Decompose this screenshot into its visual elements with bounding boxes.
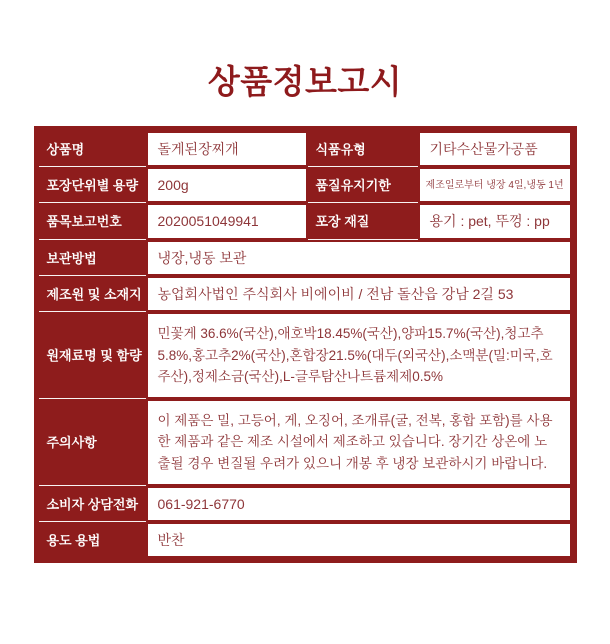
product-info-table (34, 126, 577, 563)
table-row-storage (39, 240, 572, 276)
report-number-label: 품목보고번호 (39, 203, 146, 239)
table-row-ingredients (39, 312, 572, 399)
table-row-usage (39, 522, 572, 558)
package-volume-value: 200g (146, 167, 308, 203)
manufacturer-label: 제조원 및 소재지 (39, 276, 146, 312)
food-type-value: 기타수산물가공품 (418, 131, 572, 167)
table-row-product-name (39, 131, 572, 167)
table-row-customer-service (39, 486, 572, 522)
table-row-caution (39, 399, 572, 486)
shelf-life-value: 제조일로부터 냉장 4일,냉동 1년 (418, 167, 572, 203)
customer-service-value: 061-921-6770 (146, 486, 572, 522)
storage-method-value: 냉장,냉동 보관 (146, 240, 572, 276)
customer-service-label: 소비자 상담전화 (39, 486, 146, 522)
report-number-value: 2020051049941 (146, 203, 308, 239)
storage-method-label: 보관방법 (39, 240, 146, 276)
ingredients-value: 민꽃게 36.6%(국산),애호박18.45%(국산),양파15.7%(국산),청고추5.8%,홍고추2%(국산),혼합장21.5%(대두(외국산),소맥분(밀:미국,호주산),정제소금(국산),L-글루탐산나트륨제제0.5% (146, 312, 572, 399)
shelf-life-label: 품질유지기한 (308, 167, 418, 203)
table-row-manufacturer (39, 276, 572, 312)
food-type-label: 식품유형 (308, 131, 418, 167)
usage-value: 반찬 (146, 522, 572, 558)
page-title: 상품정보고시 (207, 63, 403, 100)
table-row-report-number (39, 203, 572, 239)
table-row-package-volume (39, 167, 572, 203)
product-name-label: 상품명 (39, 131, 146, 167)
product-name-value: 돌게된장찌개 (146, 131, 308, 167)
package-volume-label: 포장단위별 용량 (39, 167, 146, 203)
usage-label: 용도 용법 (39, 522, 146, 558)
caution-value: 이 제품은 밀, 고등어, 게, 오징어, 조개류(굴, 전복, 홍합 포함)를 사용한 제품과 같은 제조 시설에서 제조하고 있습니다. 장기간 상온에 노출될 경우 변질될 우려가 있으니 개봉 후 냉장 보관하시기 바랍니다. (146, 399, 572, 486)
manufacturer-value: 농업회사법인 주식회사 비에이비 / 전남 돌산읍 강남 2길 53 (146, 276, 572, 312)
ingredients-label: 원재료명 및 함량 (39, 312, 146, 399)
caution-label: 주의사항 (39, 399, 146, 486)
package-material-value: 용기 : pet, 뚜껑 : pp (418, 203, 572, 239)
package-material-label: 포장 재질 (308, 203, 418, 239)
